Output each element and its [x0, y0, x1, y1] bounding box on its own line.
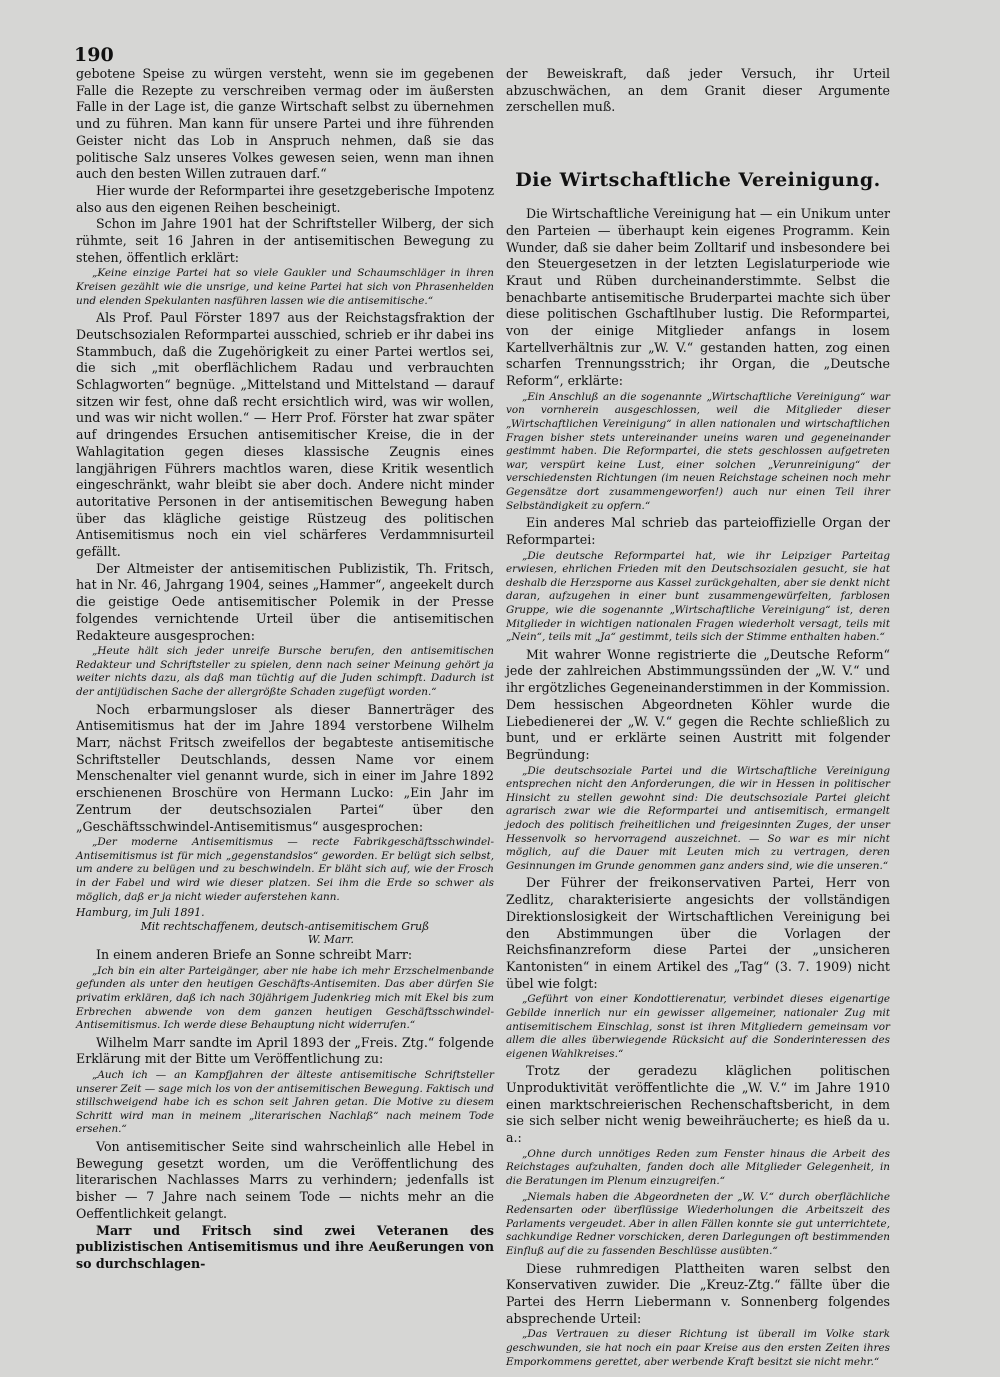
paragraph: In einem anderen Briefe an Sonne schreibt Marr:	[96, 947, 413, 963]
quotation: „Die deutsche Reformpartei hat, wie ihr Leipziger Parteitag erwiesen, ehrlichen Frieden mit den Deutschsozialen gesucht, sie hat deshalb die Herzsporne aus Kassel zurückgehalten, aber sie denkt nicht daran, aufzugehen in einer bunt zusammengewürfelten, farblosen Gruppe, wie die sogenannte „Wirtschaftliche Vereinigung“ ist, deren Mitglieder in wichtigen nationalen Fragen wiederholt versagt, teils mit „Nein“, teils mit „Ja“ gestimmt, teils sich der Stimme enthalten haben.“	[506, 549, 890, 644]
paragraph: Von antisemitischer Seite sind wahrscheinlich alle Hebel in Bewegung gesetzt worden, um die Veröffentlichung des literarischen Nachlasses Marrs zu verhindern; jedenfalls ist bisher — 7 Jahre nach seinem Tode — nichts mehr an die Oeffentlichkeit gelangt.	[76, 1139, 494, 1221]
paragraph: Wilhelm Marr sandte im April 1893 der „Freis. Ztg.“ folgende Erklärung mit der Bitte um Veröffentlichung zu:	[76, 1034, 494, 1067]
paragraph: gebotene Speise zu würgen versteht, wenn sie im gegebenen Falle die Rezepte zu verschreiben vermag oder im äußersten Falle in der Lage ist, die ganze Wirtschaft selbst zu übernehmen und zu führen. Man kann für unsere Partei und ihre führenden Geister nicht das Lob in Anspruch nehmen, daß sie das politische Salz unseres Volkes gewesen seien, wenn man ihnen auch den besten Willen zutrauen darf.“	[76, 66, 494, 182]
page-number: 190	[74, 44, 114, 66]
quotation: „Geführt von einer Kondottierenatur, verbindet dieses eigenartige Gebilde innerlich nur ein gewisser allgemeiner, nationaler Zug mit antisemitischem Einschlag, sonst ist ihren Mitgliedern gemeinsam vor allem die alles überwiegende Rücksicht auf die Sonderinteressen des eigenen Wahlkreises.“	[506, 993, 890, 1060]
quotation: „Die deutschsoziale Partei und die Wirtschaftliche Vereinigung entsprechen nicht den Anforderungen, die wir in Hessen in politischer Hinsicht zu stellen gewohnt sind: Die deutschsoziale Partei gleicht agrarisch zwar wie die Reformpartei und antisemitisch, ermangelt jedoch des politisch freiheitlichen und freigesinnten Zuges, der unser Hessenvolk so hervorragend auszeichnet. — So war es mir nicht möglich, auf die Dauer mit Leuten mich zu vertragen, deren Gesinnungen im Grunde genommen ganz anders sind, wie die unseren.“	[506, 764, 890, 872]
paragraph: Marr und Fritsch sind zwei Veteranen des publizistischen Antisemitismus und ihre Aeußerungen von so durchschlagen-	[76, 1222, 494, 1271]
signature-line: W. Marr.	[307, 933, 354, 947]
left-column	[76, 66, 494, 1326]
paragraph: Trotz der geradezu kläglichen politischen Unproduktivität veröffentlichte die „W. V.“ im Jahre 1910 einen marktschreierischen Rechenschaftsbericht, in dem sie sich selber nicht wenig beweihräucherte; es hieß da u. a.:	[506, 1063, 890, 1146]
quotation: „Der moderne Antisemitismus — recte Fabrikgeschäftsschwindel-Antisemitismus ist für mich „gegenstandslos“ geworden. Er belügt sich selbst, um andere zu belügen und zu beschwindeln. Er bläht sich auf, wie der Frosch in der Fabel und wird wie dieser platzen. Sei ihm die Erde so schwer als möglich, daß er ja nicht wieder auferstehen kann.	[76, 836, 494, 903]
paragraph: Mit wahrer Wonne registrierte die „Deutsche Reform“ jede der zahlreichen Abstimmungssünden der „W. V.“ und ihr ergötzliches Gegeneinanderstimmen in der Kommission. Dem hessischen Abgeordneten Köhler wurde die Liebedienerei der „W. V.“ gegen die Rechte schließlich zu bunt, und er erklärte seinen Austritt mit folgender Begründung:	[506, 646, 890, 762]
paragraph: Hier wurde der Reformpartei ihre gesetzgeberische Impotenz also aus den eigenen Reihen bescheinigt.	[76, 182, 494, 215]
quotation: „Keine einzige Partei hat so viele Gaukler und Schaumschläger in ihren Kreisen gezählt wie die unsrige, und keine Partei hat sich von Phrasenhelden und elenden Spekulanten nasführen lassen wie die antisemitische.“	[76, 267, 494, 307]
paragraph: Die Wirtschaftliche Vereinigung hat — ein Unikum unter den Parteien — überhaupt kein eigenes Programm. Kein Wunder, daß sie daher beim Zolltarif und insbesondere bei den Steuergesetzen in der letzten Legislaturperiode wie Kraut und Rüben durcheinanderstimmte. Selbst die benachbarte antisemitische Bruderpartei machte sich über diese politischen Gschaftlhuber lustig. Die Reformpartei, von der einige Mitglieder anfangs in losem Kartellverhältnis zur „W. V.“ gestanden hatten, zog einen scharfen Trennungsstrich; ihr Organ, die „Deutsche Reform“, erklärte:	[506, 206, 890, 389]
signature-line: Hamburg, im Juli 1891.	[76, 906, 205, 920]
paragraph: der Beweiskraft, daß jeder Versuch, ihr Urteil abzuschwächen, an dem Granit dieser Argumente zerschellen muß.	[506, 66, 890, 115]
paragraph: Als Prof. Paul Förster 1897 aus der Reichstagsfraktion der Deutschsozialen Reformpartei ausschied, schrieb er ihr dabei ins Stammbuch, daß die Zugehörigkeit zu einer Partei wertlos sei, die sich „mit oberflächlichem Radau und verbrauchten Schlagworten“ begnüge. „Mittelstand und Mittelstand — darauf sitzen wir fest, ohne daß recht ersichtlich wird, was wir wollen, und was wir nicht wollen.“ — Herr Prof. Förster hat zwar später auf dringendes Ersuchen antisemitischer Kreise, die in der Wahlagitation gegen dieses klassische Zeugnis eines langjährigen Führers machtlos waren, diese Kritik wesentlich eingeschränkt, wahr bleibt sie aber doch. Andere nicht minder autoritative Personen in der antisemitischen Bewegung haben über das klägliche geistige Rüstzeug des politischen Antisemitismus noch ein viel schärferes Verdammnisurteil gefällt.	[76, 310, 494, 560]
paragraph: Ein anderes Mal schrieb das parteioffizielle Organ der Reformpartei:	[506, 515, 890, 547]
right-column	[506, 66, 890, 1368]
quotation: „Das Vertrauen zu dieser Richtung ist überall im Volke stark geschwunden, sie hat noch ein paar Kreise aus den ersten Zeiten ihres Emporkommens gerettet, aber werbende Kraft besitzt sie nicht mehr.“	[506, 1328, 890, 1368]
section-title: Die Wirtschaftliche Vereinigung.	[515, 169, 881, 192]
paragraph: Schon im Jahre 1901 hat der Schriftsteller Wilberg, der sich rühmte, seit 16 Jahren in der antisemitischen Bewegung zu stehen, öffentlich erklärt:	[76, 216, 494, 265]
paragraph: Noch erbarmungsloser als dieser Bannerträger des Antisemitismus hat der im Jahre 1894 verstorbene Wilhelm Marr, nächst Fritsch zweifellos der begabteste antisemitische Schriftsteller Deutschlands, dessen Name vor einem Menschenalter viel genannt wurde, sich in einer im Jahre 1892 erschienenen Broschüre von Hermann Lucko: „Ein Jahr im Zentrum der deutschsozialen Partei“ über den „Geschäftsschwindel-Antisemitismus“ ausgesprochen:	[76, 701, 494, 834]
quotation: „Niemals haben die Abgeordneten der „W. V.“ durch oberflächliche Redensarten oder überflüssige Wiederholungen die Arbeitszeit des Parlaments vergeudet. Aber in allen Fällen konnte sie gut unterrichtete, sachkundige Redner vorschicken, deren Darlegungen oft bestimmenden Einfluß auf die zu fassenden Beschlüsse ausübten.“	[506, 1190, 890, 1257]
quotation: „Ich bin ein alter Parteigänger, aber nie habe ich mehr Erzschelmenbande gefunden als unter den heutigen Geschäfts-Antisemiten. Das aber dürfen Sie privatim erklären, daß ich nach 30jährigem Judenkrieg mich mit Ekel bis zum Erbrechen abwende von dem ganzen heutigen Geschäftsschwindel-Antisemitismus. Ich werde diese Behauptung nicht widerrufen.“	[76, 964, 494, 1032]
signature-line: Mit rechtschaffenem, deutsch-antisemitischem Gruß	[140, 919, 430, 933]
paragraph: Der Altmeister der antisemitischen Publizistik, Th. Fritsch, hat in Nr. 46, Jahrgang 1904, seines „Hammer“, angeekelt durch die geistige Oede antisemitischer Polemik in der Presse folgendes vernichtende Urteil über die antisemitischen Redakteure ausgesprochen:	[76, 560, 494, 643]
paragraph: Diese ruhmredigen Plattheiten waren selbst den Konservativen zuwider. Die „Kreuz-Ztg.“ fällte über die Partei des Herrn Liebermann v. Sonnenberg folgendes absprechende Urteil:	[506, 1260, 890, 1326]
right-column-continuation	[506, 66, 890, 116]
quotation: „Ohne durch unnötiges Reden zum Fenster hinaus die Arbeit des Reichstages aufzuhalten, fanden doch alle Mitglieder Gelegenheit, in die Beratungen im Plenum einzugreifen.“	[506, 1147, 890, 1188]
quotation: „Auch ich — an Kampfjahren der älteste antisemitische Schriftsteller unserer Zeit — sage mich los von der antisemitischen Bewegung. Faktisch und stillschweigend habe ich es schon seit Jahren getan. Die Motive zu diesem Schritt wird man in meinem „literarischen Nachlaß“ nach meinem Tode ersehen.“	[76, 1069, 494, 1136]
quotation: „Ein Anschluß an die sogenannte „Wirtschaftliche Vereinigung“ war von vornherein ausgeschlossen, weil die Mitglieder dieser „Wirtschaftlichen Vereinigung“ in allen nationalen und wirtschaftlichen Fragen bisher stets untereinander uneins waren und gegeneinander gestimmt haben. Die Reformpartei, die stets geschlossen aufgetreten war, verspürt keine Lust, einer solchen „Verunreinigung“ der verschiedensten Richtungen (im neuen Reichstage scheinen noch mehr Gegensätze dort zusammengeworfen!) auch nur einen Teil ihrer Selbständigkeit zu opfern.“	[506, 390, 890, 512]
paragraph: Der Führer der freikonservativen Partei, Herr von Zedlitz, charakterisierte angesichts der vollständigen Direktionslosigkeit der Wirtschaftlichen Vereinigung bei den Abstimmungen über die Vorlagen der Reichsfinanzreform diese Partei der „unsicheren Kantonisten“ in einem Artikel des „Tag“ (3. 7. 1909) nicht übel wie folgt:	[506, 875, 890, 991]
section-body	[506, 206, 890, 1369]
quotation: „Heute hält sich jeder unreife Bursche berufen, den antisemitischen Redakteur und Schriftsteller zu spielen, denn nach seiner Meinung gehört ja weiter nichts dazu, als daß man tüchtig auf die Juden schimpft. Dadurch ist der antijüdischen Sache der allergrößte Schaden zugefügt worden.“	[76, 645, 494, 699]
